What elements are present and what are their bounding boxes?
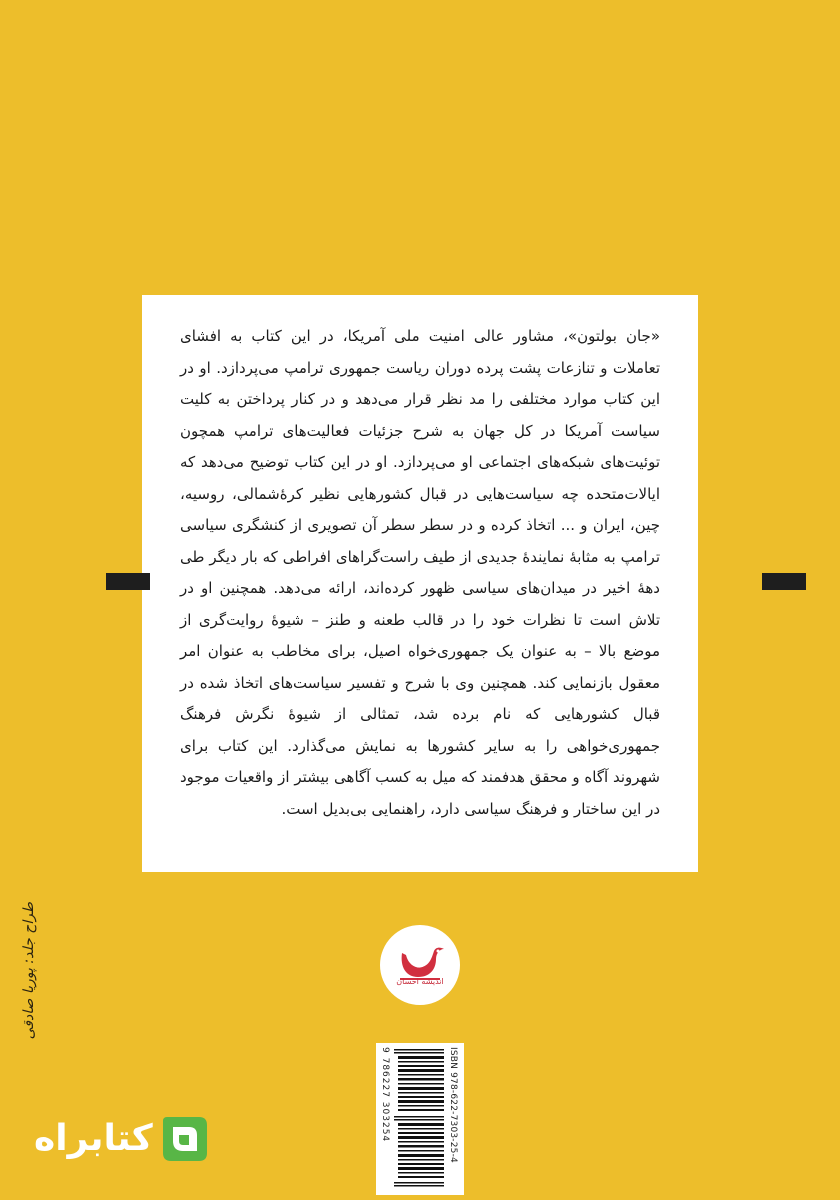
book-description: «جان بولتون»، مشاور عالی امنیت ملی آمریکا، در این کتاب به افشای تعاملات و تنازعات پشت پرده دوران ریاست جمهوری ترامپ می‌پردازد. او در این کتاب موارد مختلفی را مد نظر قرار می‌دهد و در کنار پرداختن به کلیت سیاست آمریکا در کل جهان به شرح جزئیات فعالیت‌های ترامپ همچون توئیت‌های شبکه‌های اجتماعی او می‌پردازد. او در این کتاب توضیح می‌دهد که ایالات‌متحده چه سیاست‌هایی در قبال کشورهایی نظیر کرهٔ‌شمالی، روسیه، چین، ایران و ... اتخاذ کرده و در سطر سطر آن تصویری از کنشگری سیاسی ترامپ به مثابهٔ نمایندهٔ جدیدی از طیف راست‌گراهای افراطی که بار دیگر طی دههٔ اخیر در میدان‌های سیاسی ظهور کرده‌اند، ارائه می‌دهد. همچنین او در تلاش است تا نظرات خود را در قالب طعنه و طنز – شیوهٔ روایت‌گری از موضع بالا – به عنوان یک جمهوری‌خواه اصیل، برای مخاطب به عنوان امر معقول بازنمایی کند. همچنین وی با شرح و تفسیر سیاست‌های اتخاذ شده در قبال کشورهایی که نام برده شد، تمثالی از شیوهٔ نگرش فرهنگ جمهوری‌خواهی را به سایر کشورها به نمایش می‌گذارد. این کتاب برای شهروند آگاه و محقق هدفمند که میل به کسب آگاهی بیشتر از واقعیات موجود در این ساختار و فرهنگ سیاسی دارد، راهنمایی بی‌بدیل است. — [180, 327, 660, 818]
barcode-icon — [394, 1049, 444, 1189]
isbn-text: ISBN 978-622-7303-25-4 — [448, 1047, 458, 1163]
publisher-logo — [380, 925, 460, 1005]
left-decorative-bar — [106, 573, 150, 590]
ketabrah-text: کتابراه — [34, 1118, 153, 1159]
barcode-panel — [376, 1043, 464, 1195]
ketabrah-logo-icon — [159, 1113, 211, 1165]
cover-designer-credit: طراح جلد: پوریا صادقی — [21, 902, 37, 1040]
right-decorative-bar — [762, 573, 806, 590]
bird-logo-icon — [380, 925, 460, 1005]
barcode-digits: 9 786227 303254 — [380, 1047, 390, 1143]
publisher-name: اندیشه احسان — [396, 977, 444, 986]
ketabrah-watermark — [34, 1110, 220, 1168]
description-panel — [142, 295, 698, 872]
